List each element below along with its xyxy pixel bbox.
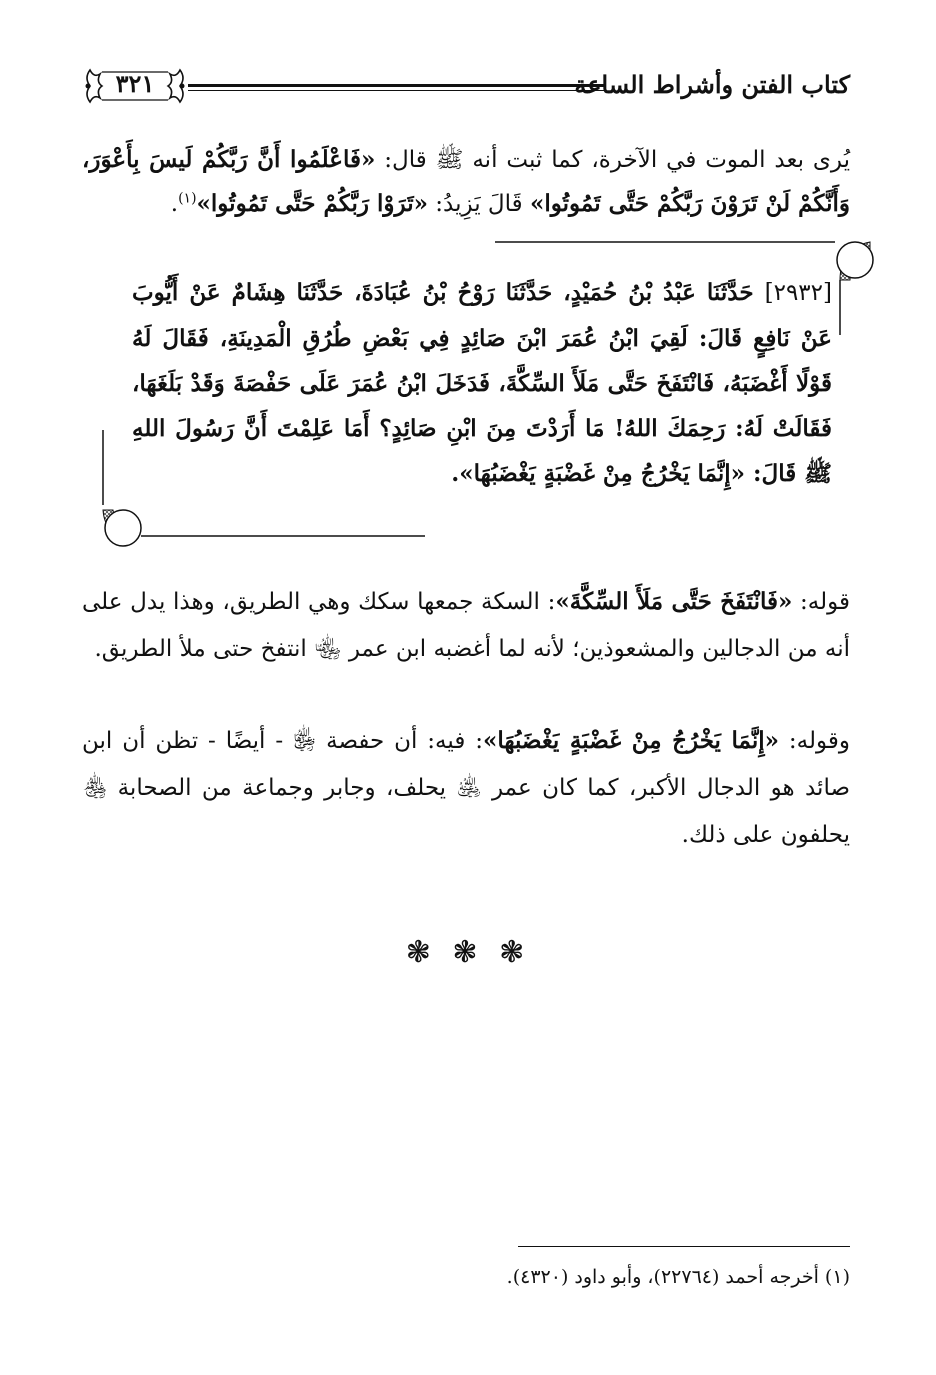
commentary-quote: «فَانْتَفَخَ حَتَّى مَلَأَ السِّكَّةَ» (555, 588, 793, 615)
header-rule-thin (188, 90, 605, 91)
intro-quote-2: «تَرَوْا رَبَّكُمْ حَتَّى تَمُوتُوا» (196, 190, 428, 217)
commentary-paragraph-2 (82, 717, 850, 859)
hadith-text: حَدَّثَنَا عَبْدُ بْنُ حُمَيْدٍ، حَدَّثَنَا رَوْحُ بْنُ عُبَادَةَ، حَدَّثَنَا هِشَامٌ عَنْ أَيُّوبَ عَنْ نَافِعٍ قَالَ: لَقِيَ ابْنُ عُمَرَ ابْنَ صَائِدٍ فِي بَعْضِ طُرُقِ الْمَدِينَةِ، فَقَالَ لَهُ قَوْلًا أَغْضَبَهُ، فَانْتَفَخَ حَتَّى مَلَأَ السِّكَّةَ، فَدَخَلَ ابْنُ عُمَرَ عَلَى حَفْصَةَ وَقَدْ بَلَغَهَا، فَقَالَتْ لَهُ: رَحِمَكَ اللهُ! مَا أَرَدْتَ مِنَ ابْنِ صَائِدٍ؟ أَمَا عَلِمْتَ أَنَّ رَسُولَ اللهِ ﷺ قَالَ: «إِنَّمَا يَخْرُجُ مِنْ غَضْبَةٍ يَغْضَبُهَا». (132, 279, 832, 487)
commentary-quote-2: «إِنَّمَا يَخْرُجُ مِنْ غَضْبَةٍ يَغْضَبُهَا» (482, 727, 780, 754)
header-rule (188, 84, 605, 87)
running-title: كتاب الفتن وأشراط الساعة (574, 70, 850, 99)
commentary-text-2: : فيه: أن حفصة ﵂ - أيضًا - تظن أن ابن صائد هو الدجال الأكبر، كما كان عمر ﵁ يحلف، وجابر وجماعة من الصحابة ﵃ يحلفون على ذلك. (82, 728, 850, 848)
commentary-lead: قوله: (792, 589, 851, 615)
intro-paragraph (82, 138, 850, 226)
section-separator: ❃ ❃ ❃ (405, 935, 531, 970)
intro-end: . (170, 191, 179, 217)
page-number: ٣٢١ (115, 69, 155, 98)
footnote-reference[interactable]: (١) (178, 190, 197, 207)
footnote-rule (518, 1246, 850, 1247)
commentary-lead-2: وقوله: (779, 728, 850, 754)
intro-text-2: قَالَ يَزِيدُ: (428, 191, 530, 217)
footnote: (١) أخرجه أحمد (٢٢٧٦٤)، وأبو داود (٤٣٢٠). (506, 1266, 850, 1288)
intro-quote: «فَاعْلَمُوا أَنَّ رَبَّكُمْ لَيسَ بِأَعْوَرَ، وَأَنَّكُمْ لَنْ تَرَوْنَ رَبَّكُمْ حَتَّى تَمُوتُوا» (82, 146, 850, 217)
intro-text: يُرى بعد الموت في الآخرة، كما ثبت أنه ﷺ قال: (375, 147, 850, 173)
page-header (80, 62, 850, 112)
commentary-paragraph (82, 578, 850, 673)
hadith-block (132, 270, 832, 496)
hadith-number: [٢٩٣٢] (764, 280, 832, 306)
commentary-text: : السكة جمعها سكك وهي الطريق، وهذا يدل على أنه من الدجالين والمشعوذين؛ لأنه لما أغضبه ابن عمر ﵄ انتفخ حتى ملأ الطريق. (82, 589, 850, 662)
